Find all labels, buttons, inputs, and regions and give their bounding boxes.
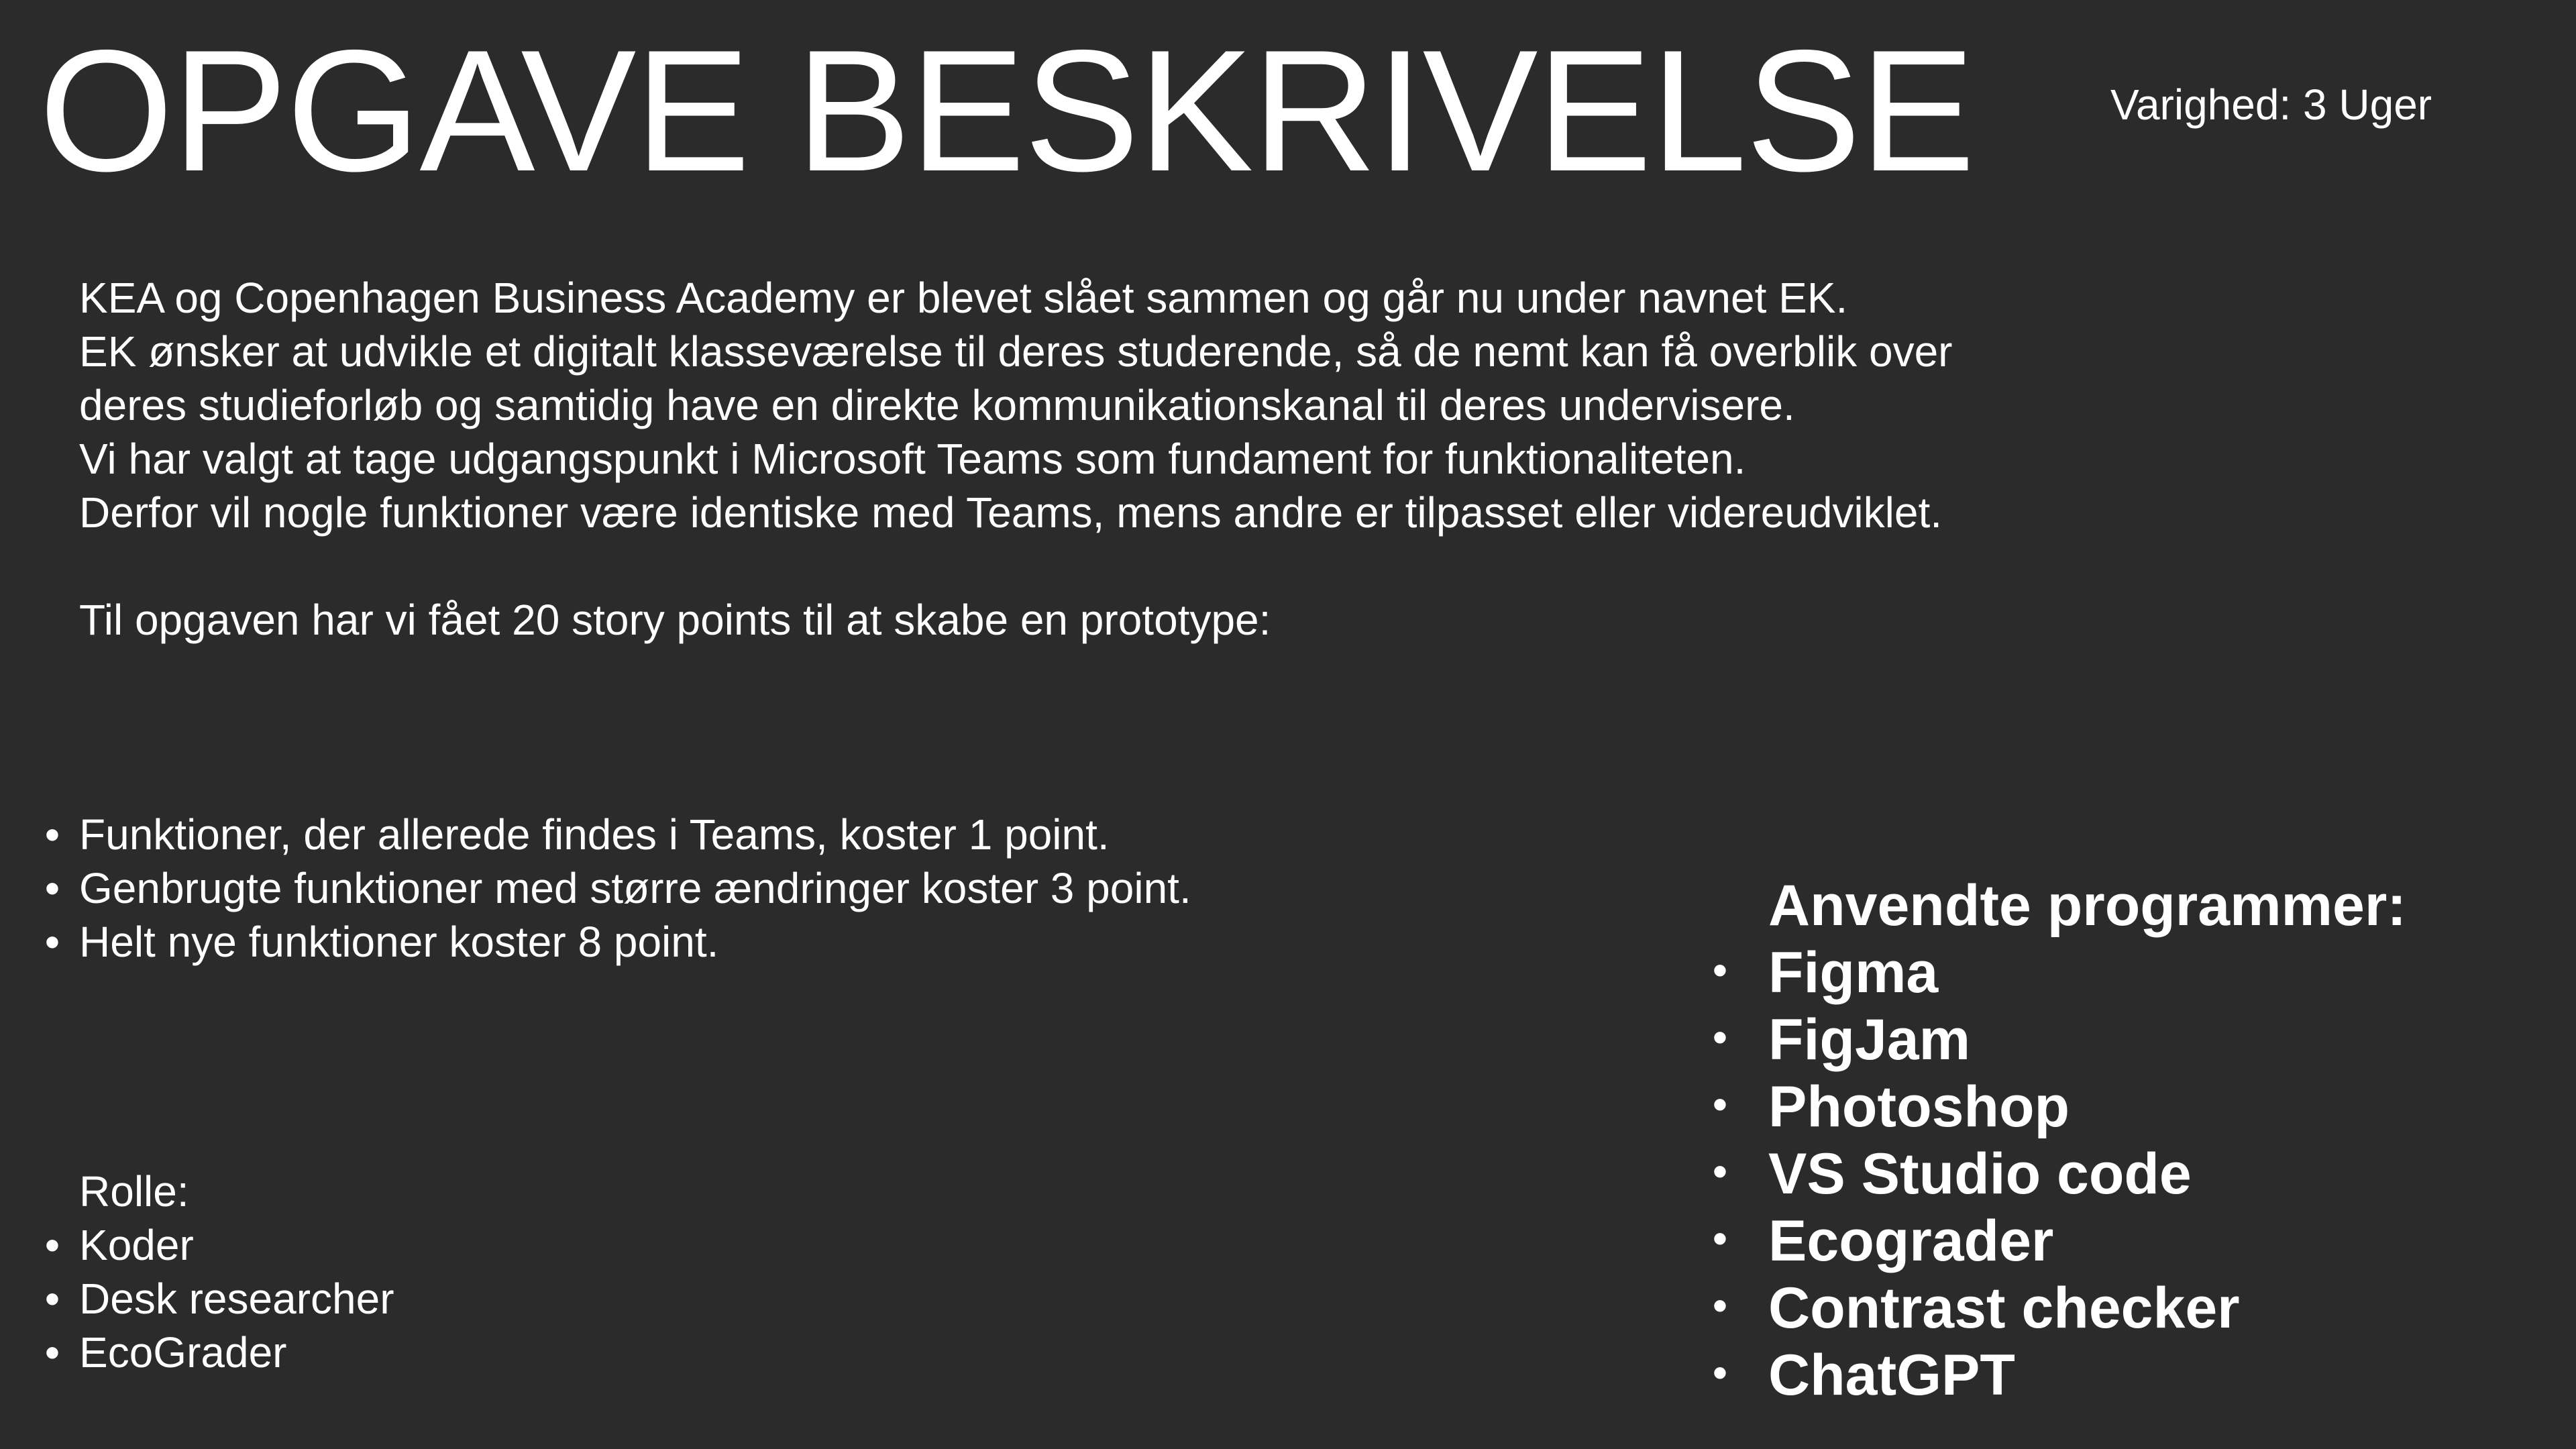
- list-item: [0, 1218, 1476, 1272]
- bullet-icon: •: [44, 1328, 60, 1377]
- list-item-label: Desk researcher: [79, 1275, 394, 1323]
- list-item-label: Funktioner, der allerede findes i Teams, koster 1 point.: [79, 810, 1110, 859]
- role-heading: Rolle:: [79, 1167, 189, 1216]
- bullet-icon: •: [1712, 1080, 1728, 1128]
- bullet-icon: •: [1712, 1281, 1728, 1330]
- list-item: [1690, 1073, 2549, 1140]
- program-name: Figma: [1768, 941, 1939, 1005]
- list-item: [1690, 1275, 2549, 1342]
- programs-list: [1690, 939, 2549, 1409]
- programs-heading: Anvendte programmer:: [1768, 873, 2406, 938]
- description-paragraph: Vi har valgt at tage udgangspunkt i Microsoft Teams som fundament for funktionaliteten.: [79, 435, 1746, 483]
- paragraph-spacer: [79, 539, 2038, 593]
- list-item: [0, 1326, 1476, 1379]
- list-item-label: EcoGrader: [79, 1328, 287, 1377]
- bullet-icon: •: [44, 1221, 60, 1269]
- bullet-icon: •: [1712, 1214, 1728, 1263]
- list-item: [0, 1272, 1476, 1326]
- description-paragraph: EK ønsker at udvikle et digitalt klasseværelse til deres studerende, så de nemt kan få overblik over deres studieforløb og samtidig have en direkte kommunikationskanal til deres undervisere.: [79, 327, 1953, 429]
- list-item: [1690, 939, 2549, 1006]
- list-item: [1690, 1140, 2549, 1208]
- description-block: [79, 271, 2038, 647]
- description-paragraph: Derfor vil nogle funktioner være identiske med Teams, mens andre er tilpasset eller videreudviklet.: [79, 488, 1942, 537]
- bullet-icon: •: [44, 918, 60, 966]
- bullet-icon: •: [1712, 1147, 1728, 1195]
- bullet-icon: •: [44, 864, 60, 912]
- description-paragraph: KEA og Copenhagen Business Academy er blevet slået sammen og går nu under navnet EK.: [79, 274, 1848, 322]
- program-name: ChatGPT: [1768, 1343, 2015, 1407]
- program-name: FigJam: [1768, 1008, 1971, 1072]
- bullet-icon: •: [44, 810, 60, 859]
- programs-section: [1690, 872, 2549, 1409]
- program-name: Contrast checker: [1768, 1276, 2240, 1340]
- list-item: [0, 915, 1476, 969]
- list-item: [0, 808, 1476, 861]
- list-item-label: Koder: [79, 1221, 194, 1269]
- program-name: Photoshop: [1768, 1075, 2070, 1139]
- bullet-icon: •: [1712, 1348, 1728, 1397]
- list-item: [1690, 1006, 2549, 1073]
- bullet-icon: •: [1712, 946, 1728, 994]
- duration-label: Varighed: 3 Uger: [2110, 80, 2432, 129]
- page-title: OPGAVE BESKRIVELSE: [39, 13, 1974, 207]
- program-name: Ecograder: [1768, 1209, 2054, 1273]
- list-item: [1690, 1342, 2549, 1409]
- program-name: VS Studio code: [1768, 1142, 2192, 1206]
- story-points-list: [0, 808, 1476, 969]
- bullet-icon: •: [1712, 1013, 1728, 1061]
- story-points-intro: Til opgaven har vi fået 20 story points til at skabe en prototype:: [79, 596, 1271, 644]
- bullet-icon: •: [44, 1275, 60, 1323]
- list-item-label: Genbrugte funktioner med større ændringer koster 3 point.: [79, 864, 1191, 912]
- role-list: [0, 1218, 1476, 1379]
- list-item: [1690, 1208, 2549, 1275]
- list-item-label: Helt nye funktioner koster 8 point.: [79, 918, 719, 966]
- list-item: [0, 861, 1476, 915]
